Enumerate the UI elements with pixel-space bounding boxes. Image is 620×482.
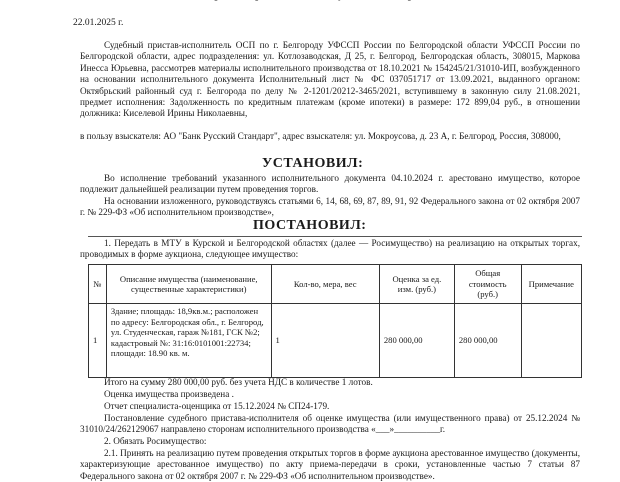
- intro-paragraph: Судебный пристав-исполнитель ОСП по г. Белгороду УФССП России по Белгородской области УФССП России по Белгородской области, адрес подразделения: ул. Котлозаводская, Д 25, г. Белгород, Белгородская область, 308015, Маркова Инесса Юрьевна, рассмотрев материалы исполнительного производства от 18.10.2021 № 154245/21/31010-ИП, возбужденного на основании исполнительного документа Исполнительный лист № ФС 037051717 от 13.09.2021, выданного органом: Октябрьский районный суд г. Белгорода по делу № 2-1201/20212-3465/2021, вступившему в законную силу 21.08.2021, предмет исполнения: Задолженность по кредитным платежам (кроме ипотеки) в размере: 172 899,04 руб., в отношении должника: Киселевой Ирины Николаевны,: [80, 40, 580, 119]
- col-total: Общая стоимость (руб.): [454, 265, 521, 304]
- established-paragraph-2: На основании изложенного, руководствуясь статьями 6, 14, 68, 69, 87, 89, 91, 92 Федерального закона от 02 октября 2007 г. № 229-ФЗ «Об исполнительном производстве»,: [80, 196, 580, 218]
- intro-tail: в пользу взыскателя: АО "Банк Русский Стандарт", адрес взыскателя: ул. Мокроусова, д. 23 А, г. Белгород, Россия, 308000,: [80, 131, 561, 141]
- resolved-paragraph-1: 1. Передать в МТУ в Курской и Белгородской областях (далее — Росимущество) на реализацию на открытых торгах, проводимых в форме аукциона, следующее имущество:: [80, 238, 580, 260]
- table-header-row: [89, 265, 582, 304]
- cell-note: [521, 304, 581, 378]
- obligation-paragraph: 2.1. Принять на реализацию путем проведения открытых торгов в форме аукциона арестованное имущество (документы, характеризующие арестованное имущество) по акту приема-передачи в сроки, установленные частью 7 статьи 87 Федерального закона от 02 октября 2007 г. № 229-ФЗ «Об исполнительном производстве».: [80, 448, 580, 481]
- cell-description: Здание; площадь: 18,9кв.м.; расположен по адресу: Белгородская обл., г. Белгород, ул. Студенческая, гараж №181, ГСК №2; кадастровый №: 31:16:0101001:22734; площади: 18.90 кв. м.: [106, 304, 271, 378]
- table-row: [89, 304, 582, 378]
- cell-quantity: 1: [271, 304, 379, 378]
- heading-resolved: ПОСТАНОВИЛ:: [253, 218, 367, 233]
- appraiser-report-line: Отчет специалиста-оценщика от 15.12.2024 № СП24-179.: [104, 401, 330, 411]
- col-description: Описание имущества (наименование, существенные характеристики): [106, 265, 271, 304]
- col-note: Примечание: [521, 265, 581, 304]
- cell-unit-price: 280 000,00: [379, 304, 454, 378]
- col-quantity: Кол-во, мера, вес: [271, 265, 379, 304]
- col-unit-price: Оценка за ед. изм. (руб.): [379, 265, 454, 304]
- cell-num: 1: [89, 304, 107, 378]
- cell-total: 280 000,00: [454, 304, 521, 378]
- col-num: №: [89, 265, 107, 304]
- property-table: [88, 264, 582, 378]
- document-date: 22.01.2025 г.: [73, 18, 124, 28]
- document-title: [0, 0, 620, 6]
- established-paragraph-1: Во исполнение требований указанного исполнительного документа 04.10.2024 г. арестовано имущество, которое подлежит дальнейшей реализации путем проведения торгов.: [80, 173, 580, 195]
- total-line: Итого на сумму 280 000,00 руб. без учета НДС в количестве 1 лотов.: [104, 377, 373, 387]
- heading-established: УСТАНОВИЛ:: [262, 156, 364, 171]
- appraisal-resolution-paragraph: Постановление судебного пристава-исполнителя об оценке имущества (или имущественного права) от 25.12.2024 № 31010/24/262129067 направлено сторонам исполнительного производства «___»__________г.: [80, 413, 580, 435]
- appraisal-line: Оценка имущества произведена .: [104, 389, 234, 399]
- obligation-heading: 2. Обязать Росимущество:: [104, 436, 207, 446]
- heading-underline: [88, 236, 582, 237]
